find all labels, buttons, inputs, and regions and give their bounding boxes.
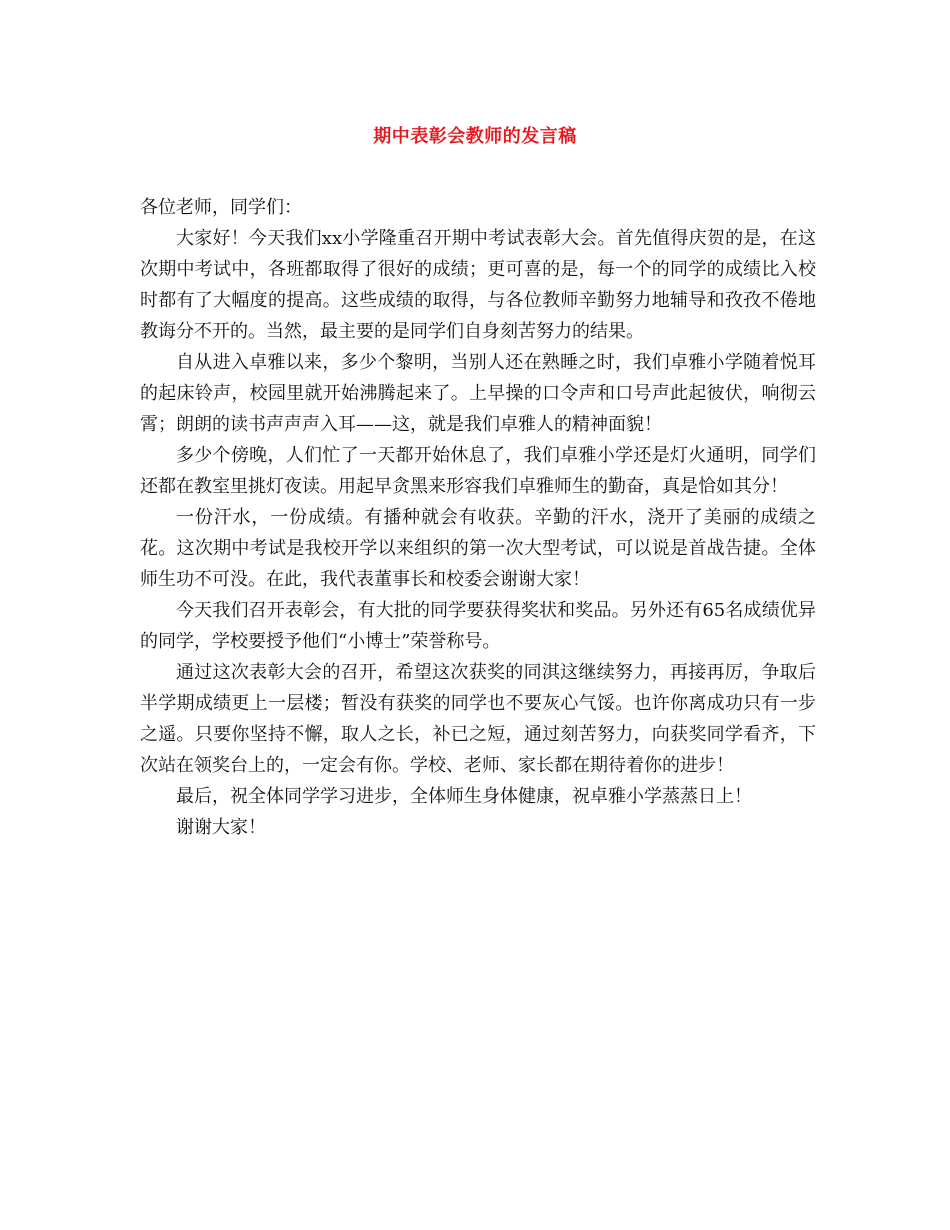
paragraph-awards: 今天我们召开表彰会，有大批的同学要获得奖状和奖品。另外还有65名成绩优异的同学，学校要授予他们“小博士”荣誉称号。 (140, 600, 816, 652)
paragraph-greeting: 大家好！今天我们xx小学隆重召开期中考试表彰大会。首先值得庆贺的是，在这次期中考试中，各班都取得了很好的成绩；更可喜的是，每一个的同学的成绩比入校时都有了大幅度的提高。这些成绩的取得，与各位教师辛勤努力地辅导和孜孜不倦地教诲分不开的。当然，最主要的是同学们自身刻苦努力的结果。 (140, 228, 816, 342)
salutation: 各位老师，同学们： (140, 197, 302, 218)
document-title: 期中表彰会教师的发言稿 (373, 126, 577, 147)
paragraph-dawn: 自从进入卓雅以来，多少个黎明，当别人还在熟睡之时，我们卓雅小学随着悦耳的起床铃声，校园里就开始沸腾起来了。上早操的口令声和口号声此起彼伏，响彻云霄；朗朗的读书声声声入耳——这，就是我们卓雅人的精神面貌！ (140, 352, 816, 435)
document-body (140, 192, 816, 843)
paragraph-effort: 一份汗水，一份成绩。有播种就会有收获。辛勤的汗水，浇开了美丽的成绩之花。这次期中考试是我校开学以来组织的第一次大型考试，可以说是首战告捷。全体师生功不可没。在此，我代表董事长和校委会谢谢大家！ (140, 507, 816, 590)
paragraph-encouragement: 通过这次表彰大会的召开，希望这次获奖的同淇这继续努力，再接再厉，争取后半学期成绩更上一层楼；暂没有获奖的同学也不要灰心气馁。也许你离成功只有一步之遥。只要你坚持不懈，取人之长，补已之短，通过刻苦努力，向获奖同学看齐，下次站在领奖台上的，一定会有你。学校、老师、家长都在期待着你的进步！ (140, 662, 816, 776)
paragraph-thanks: 谢谢大家！ (176, 817, 266, 838)
paragraph-wishes: 最后，祝全体同学学习进步，全体师生身体健康，祝卓雅小学蒸蒸日上！ (176, 786, 752, 807)
paragraph-evening: 多少个傍晚，人们忙了一天都开始休息了，我们卓雅小学还是灯火通明，同学们还都在教室里挑灯夜读。用起早贪黑来形容我们卓雅师生的勤奋，真是恰如其分！ (140, 445, 816, 497)
